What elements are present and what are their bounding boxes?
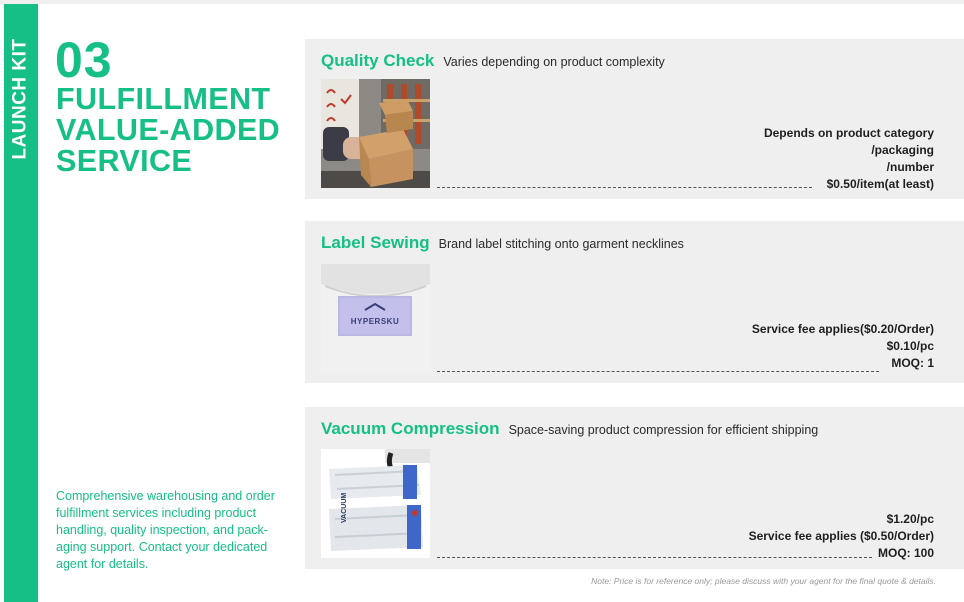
section-title-line: VALUE-ADDED (56, 113, 281, 147)
label-brand-text: HYPERSKU (350, 317, 400, 326)
intro-line: Comprehensive warehousing and order (56, 489, 275, 503)
price-line: Service fee applies($0.20/Order) (751, 322, 934, 336)
service-card-header (321, 233, 684, 253)
price-line: $0.10/pc (886, 339, 934, 353)
top-rule (0, 0, 964, 4)
service-card-vacuum-compression (305, 407, 964, 569)
price-line: Service fee applies ($0.50/Order) (748, 529, 934, 543)
warehouse-inspection-photo (321, 79, 430, 188)
service-card-header (321, 419, 818, 439)
service-card-header (321, 51, 665, 71)
intro-line: agent for details. (56, 557, 149, 571)
service-name: Label Sewing (321, 233, 430, 252)
dotted-leader (437, 557, 872, 558)
sidebar-label: LAUNCH KIT (10, 38, 32, 160)
service-description: Varies depending on product complexity (443, 55, 665, 69)
intro-line: handling, quality inspection, and pack- (56, 523, 268, 537)
intro-line: aging support. Contact your dedicated (56, 540, 268, 554)
service-name: Vacuum Compression (321, 419, 500, 438)
section-number: 03 (55, 32, 113, 88)
pricing-note: Note: Price is for reference only; please discuss with your agent for the final quote & details. (591, 576, 936, 586)
garment-label-photo (321, 264, 430, 373)
price-line: $1.20/pc (886, 512, 934, 526)
price-list (752, 321, 934, 372)
dotted-leader (437, 371, 879, 372)
bag-print-text: VACUUM (341, 492, 348, 523)
price-line: Depends on product category (763, 126, 934, 140)
service-card-quality-check (305, 39, 964, 199)
price-list (764, 125, 934, 193)
section-title-line: SERVICE (56, 144, 193, 178)
service-name: Quality Check (321, 51, 435, 70)
price-line: $0.50/item(at least) (826, 177, 934, 191)
price-line: MOQ: 100 (877, 546, 934, 560)
section-title-line: FULFILLMENT (56, 82, 271, 116)
intro-line: fulfillment services including product (56, 506, 257, 520)
price-list (749, 511, 934, 562)
dotted-leader (437, 187, 812, 188)
price-line: /number (886, 160, 934, 174)
section-intro (56, 488, 301, 573)
service-description: Space-saving product compression for efficient shipping (508, 423, 819, 437)
vacuum-bags-photo (321, 449, 430, 558)
sidebar-label-wrap (4, 4, 38, 194)
service-description: Brand label stitching onto garment necklines (438, 237, 684, 251)
section-title (56, 84, 301, 177)
price-line: MOQ: 1 (891, 356, 934, 370)
service-card-label-sewing (305, 221, 964, 383)
price-line: /packaging (871, 143, 934, 157)
